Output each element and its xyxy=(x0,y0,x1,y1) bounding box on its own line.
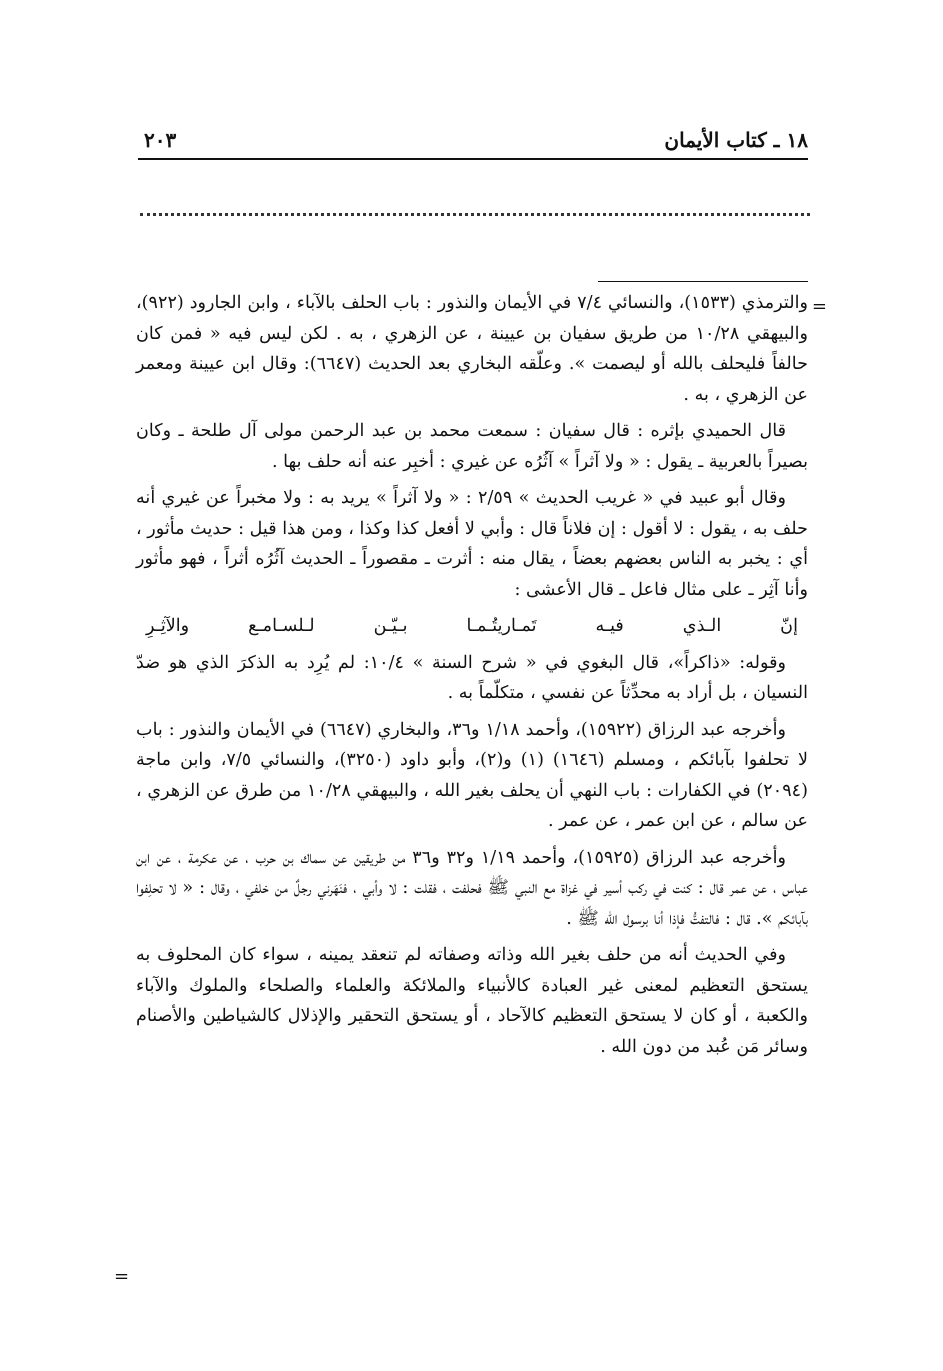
footnote-paragraph: والترمذي (١٥٣٣)، والنسائي ٧/٤ في الأيمان والنذور : باب الحلف بالآباء ، وابن الجارود (٩٢٢)، والبيهقي ١٠/٢٨ من طريق سفيان بن عيينة ، عن الزهري ، به . لكن ليس فيه « فمن كان حالفاً فليحلف بالله أو ليصمت ». وعلّقه البخاري بعد الحديث (٦٦٤٧): وقال ابن عيينة ومعمر عن الزهري ، به . xyxy=(136,293,808,405)
footnote-paragraph: وقوله: «ذاكراً»، قال البغوي في « شرح السنة » ١٠/٤: لم يُرِد به الذكرَ الذي هو ضدّ النسيان ، بل أراد به محدِّثاً عن نفسي ، متكلّماً به . xyxy=(136,652,808,703)
footnote-paragraph: وأخرجه عبد الرزاق (١٥٩٢٥)، وأحمد ١/١٩ و٣٢ و٣٦ من طريقين عن سماك بن حرب ، عن عكرمة ، عن ابن عباس ، عن عمر قال : كنت في ركب أسير في غزاة مع النبي ﷺ فحلفت ، فقلت : لا وأبي ، فنَهَرني رجلٌ من خلفي ، وقال : « لا تحلِفوا بآبائكم ». قال : فالتفتُّ فإذا أنا برسول الله ﷺ . xyxy=(136,847,808,929)
footnote-paragraph: وفي الحديث أنه من حلف بغير الله وذاته وصفاته لم تنعقد يمينه ، سواء كان المحلوف به يستحق التعظيم لمعنى غير العبادة كالأنبياء والملائكة والعلماء والصلحاء والملوك والآباء والكعبة ، أو كان لا يستحق التعظيم كالآحاد ، أو يستحق التحقير والإذلال كالشياطين والأصنام وسائر مَن عُبد من دون الله . xyxy=(136,945,808,1057)
footnote-paragraph: وأخرجه عبد الرزاق (١٥٩٢٢)، وأحمد ١/١٨ و٣٦، والبخاري (٦٦٤٧) في الأيمان والنذور : باب لا تحلفوا بآبائكم ، ومسلم (١٦٤٦) (١) و(٢)، وأبو داود (٣٢٥٠)، والنسائي ٧/٥، وابن ماجة (٢٠٩٤) في الكفارات : باب النهي أن يحلف بغير الله ، والبيهقي ١٠/٢٨ من طرق عن الزهري ، عن سالم ، عن ابن عمر ، عن عمر . xyxy=(136,719,808,831)
footnote-paragraph: وقال أبو عبيد في « غريب الحديث » ٢/٥٩ : « ولا آثراً » يريد به : ولا مخبراً عن غيري أنه حلف به ، يقول : لا أقول : إن فلاناً قال : وأبي لا أفعل كذا وكذا ، ومن هذا قيل : حديث مأثور ، أي : يخبر به الناس بعضهم بعضاً ، يقال منه : أثرت ـ مقصوراً ـ الحديث آثُرُه أثراً ، فهو مأثور وأنا آثِر ـ على مثال فاعل ـ قال الأعشى : xyxy=(136,488,808,600)
dotted-separator xyxy=(140,213,810,216)
page-header xyxy=(138,128,808,160)
continuation-mark-top: = xyxy=(811,296,827,317)
footnote-rule xyxy=(598,281,808,282)
page-number: ٢٠٣ xyxy=(144,128,177,152)
running-title: ١٨ ـ كتاب الأيمان xyxy=(664,128,808,152)
poem-verse: إنّ الـذي فيـه تَمـاريتُـمـا بـيّـن لـلسـامـع والآثِـرِ xyxy=(146,616,798,636)
continuation-mark-bottom: = xyxy=(114,1266,130,1287)
footnote-paragraph: قال الحميدي بإثره : قال سفيان : سمعت محمد بن عبد الرحمن مولى آل طلحة ـ وكان بصيراً بالعربية ـ يقول : « ولا آثراً » آثُرُه عن غيري : أخبِر عنه أنه حلف بها . xyxy=(136,421,808,472)
footnotes-block xyxy=(136,288,808,1068)
